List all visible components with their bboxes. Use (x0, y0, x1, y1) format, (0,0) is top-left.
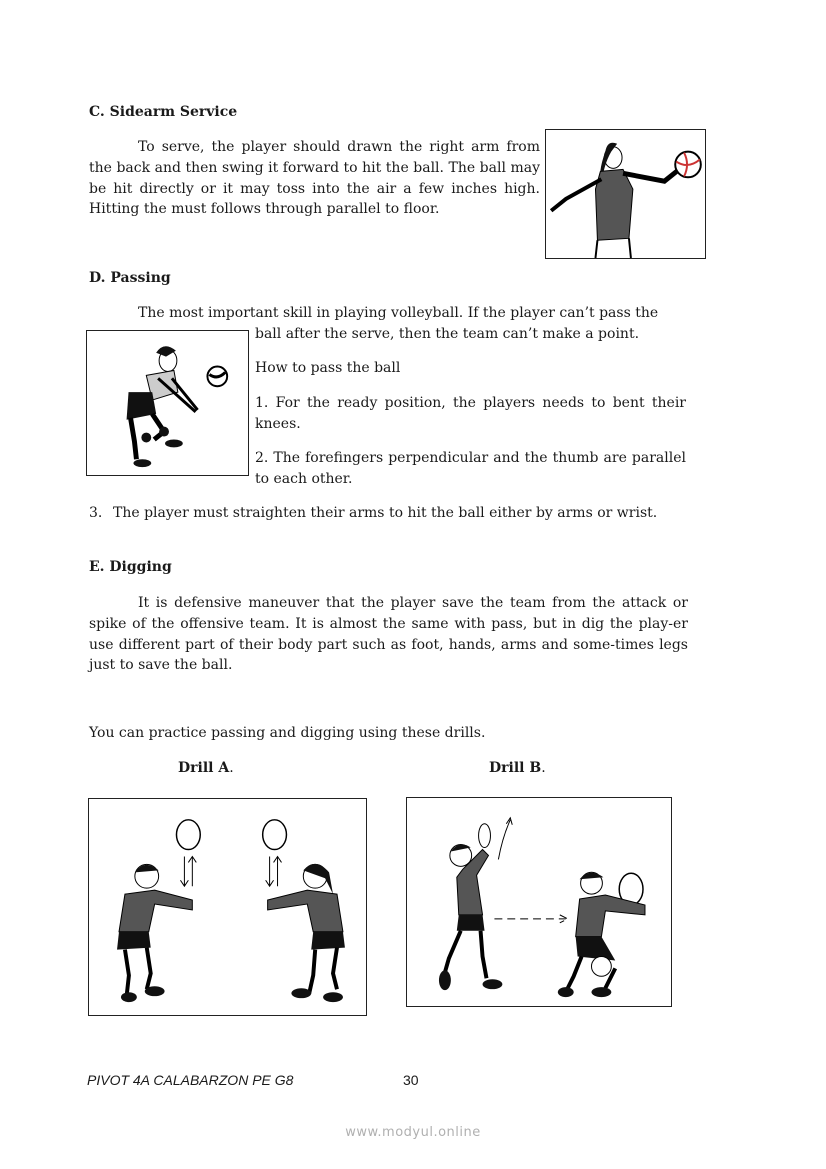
section-e-heading: E. Digging (89, 559, 172, 575)
passing-intro-line2: ball after the serve, then the team can’t make a point. (255, 326, 640, 342)
drill-a-label (178, 758, 234, 779)
section-e-paragraph: It is defensive maneuver that the player save the team from the attack or spike of the offensive team. It is almost the same with pass, but in dig the play-er use different part of their body part such as foot, hands, arms and some-times legs just to save the ball. (89, 595, 688, 674)
passing-step-1: 1. For the ready position, the players needs to bent their knees. (255, 395, 686, 432)
section-c-heading: C. Sidearm Service (89, 104, 238, 120)
drill-a-period: . (229, 760, 234, 776)
drill-b-illustration (406, 797, 672, 1007)
passing-step-3: The player must straighten their arms to hit the ball either by arms or wrist. (113, 505, 658, 521)
drill-a-title: Drill A (178, 760, 230, 776)
passing-step-3-number: 3. (89, 505, 103, 521)
section-d-heading: D. Passing (89, 270, 171, 286)
passing-intro-line1: The most important skill in playing volleyball. If the player can’t pass the (138, 305, 659, 321)
watermark: www.modyul.online (345, 1125, 481, 1140)
drill-b-period: . (541, 760, 546, 776)
drill-a-illustration (88, 798, 367, 1016)
section-c-paragraph: To serve, the player should drawn the right arm from the back and then swing it forward to hit the ball. The ball may be hit directly or it may toss into the air a few inches high. Hitting the must follows through parallel to floor. (89, 139, 540, 218)
footer-title: PIVOT 4A CALABARZON PE G8 (87, 1072, 294, 1088)
sidearm-service-illustration (545, 129, 706, 259)
passing-illustration (86, 330, 249, 476)
drills-intro: You can practice passing and digging using these drills. (89, 725, 486, 741)
drill-b-label (489, 758, 546, 779)
passing-step-2: 2. The forefingers perpendicular and the thumb are parallel to each other. (255, 450, 686, 487)
drill-b-title: Drill B (489, 760, 542, 776)
how-to-pass-label: How to pass the ball (255, 360, 401, 376)
page-number: 30 (403, 1072, 419, 1088)
